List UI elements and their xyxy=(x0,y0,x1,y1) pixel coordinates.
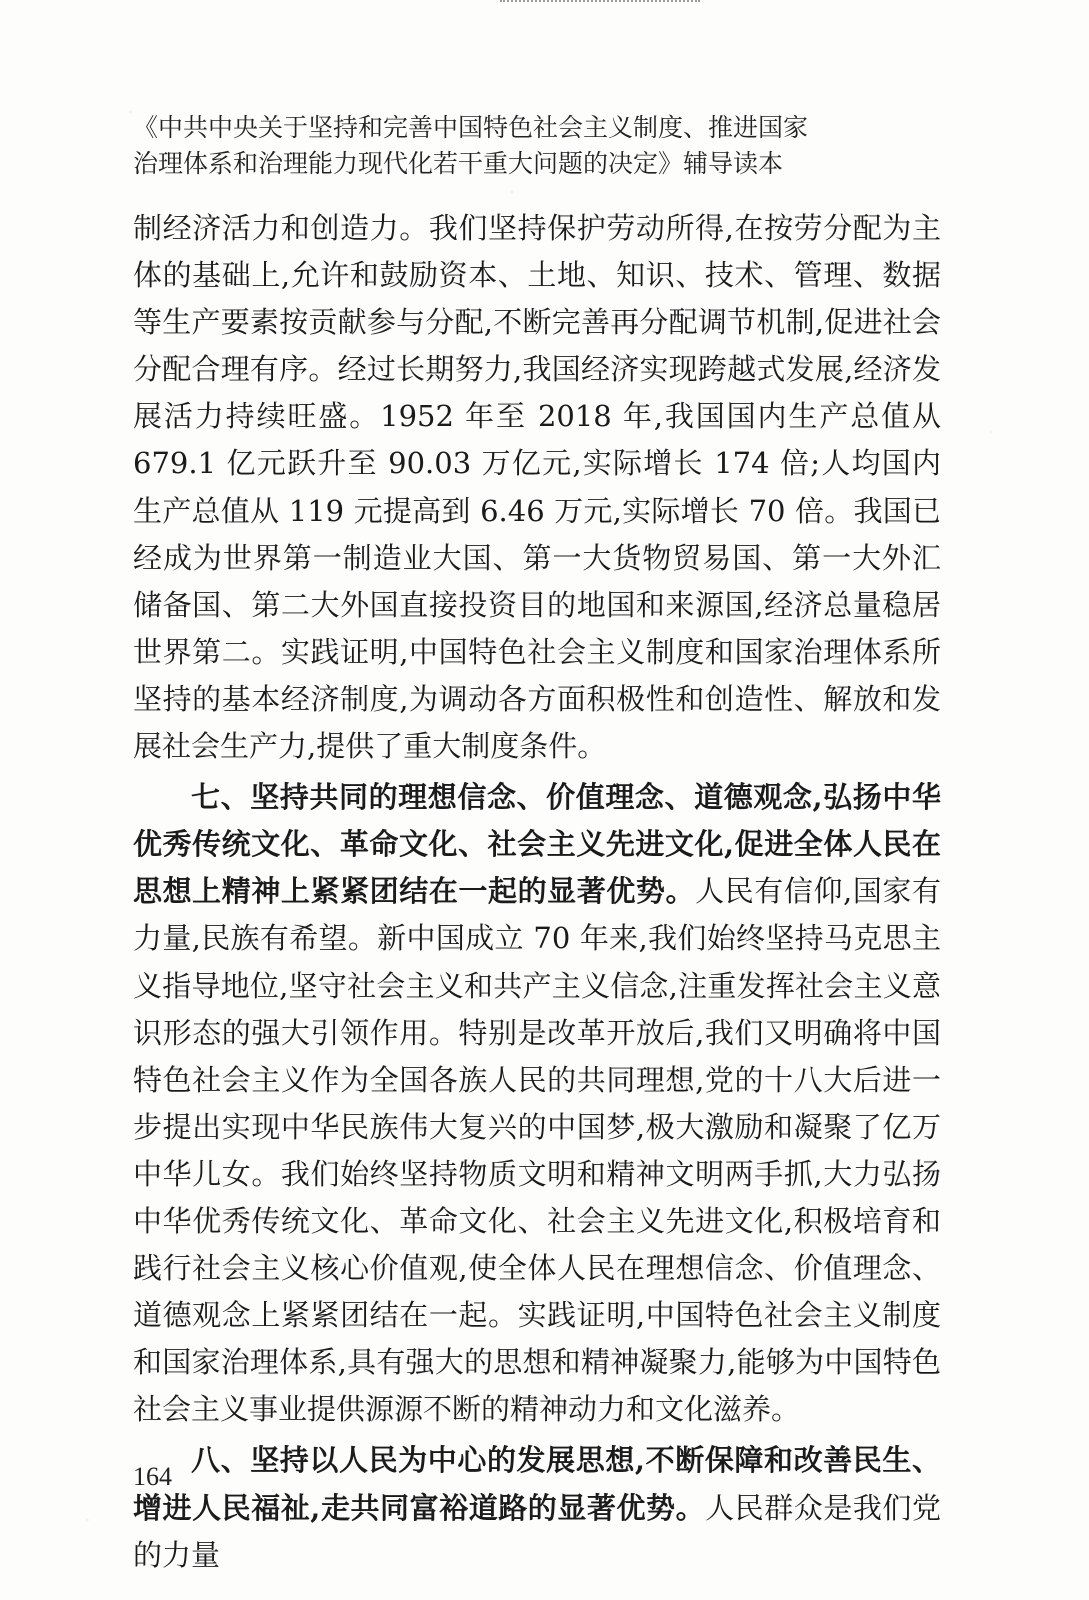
paragraph-section-seven xyxy=(133,774,941,1433)
page-number: 164 xyxy=(133,1462,172,1491)
paragraph-text: 人民有信仰,国家有力量,民族有希望。新中国成立 70 年来,我们始终坚持马克思主义指导地位,坚守社会主义和共产主义信念,注重发挥社会主义意识形态的强大引领作用。特别是改革开放后,我们又明确将中国特色社会主义作为全国各族人民的共同理想,党的十八大后进一步提出实现中华民族伟大复兴的中国梦,极大激励和凝聚了亿万中华儿女。我们始终坚持物质文明和精神文明两手抓,大力弘扬中华优秀传统文化、革命文化、社会主义先进文化,积极培育和践行社会主义核心价值观,使全体人民在理想信念、价值理念、道德观念上紧紧团结在一起。实践证明,中国特色社会主义制度和国家治理体系,具有强大的思想和精神凝聚力,能够为中国特色社会主义事业提供源源不断的精神动力和文化滋养。 xyxy=(133,874,941,1427)
running-header xyxy=(133,110,953,182)
running-header-line-2: 治理体系和治理能力现代化若干重大问题的决定》辅导读本 xyxy=(133,149,784,178)
paragraph-text: 人民群众是我们党的力量 xyxy=(133,1490,941,1572)
section-heading-eight: 八、坚持以人民为中心的发展思想,不断保障和改善民生、增进人民福祉,走共同富裕道路的显著优势。 xyxy=(133,1443,941,1525)
paragraph-section-eight xyxy=(133,1437,941,1578)
page-top-edge-rule xyxy=(500,0,700,5)
paragraph-text: 制经济活力和创造力。我们坚持保护劳动所得,在按劳分配为主体的基础上,允许和鼓励资本、土地、知识、技术、管理、数据等生产要素按贡献参与分配,不断完善再分配调节机制,促进社会分配合理有序。经过长期努力,我国经济实现跨越式发展,经济发展活力持续旺盛。1952 年至 2018 年,我国国内生产总值从 679.1 亿元跃升至 90.03 万亿元,实际增长 174 倍;人均国内生产总值从 119 元提高到 6.46 万元,实际增长 70 倍。我国已经成为世界第一制造业大国、第一大货物贸易国、第一大外汇储备国、第二大外国直接投资目的地国和来源国,经济总量稳居世界第二。实践证明,中国特色社会主义制度和国家治理体系所坚持的基本经济制度,为调动各方面积极性和创造性、解放和发展社会生产力,提供了重大制度条件。 xyxy=(133,211,941,764)
section-heading-seven: 七、坚持共同的理想信念、价值理念、道德观念,弘扬中华优秀传统文化、革命文化、社会主义先进文化,促进全体人民在思想上精神上紧紧团结在一起的显著优势。 xyxy=(133,780,941,909)
paragraph-continued xyxy=(133,205,941,770)
body-text xyxy=(133,205,941,1579)
running-header-line-1: 《中共中央关于坚持和完善中国特色社会主义制度、推进国家 xyxy=(133,113,809,142)
